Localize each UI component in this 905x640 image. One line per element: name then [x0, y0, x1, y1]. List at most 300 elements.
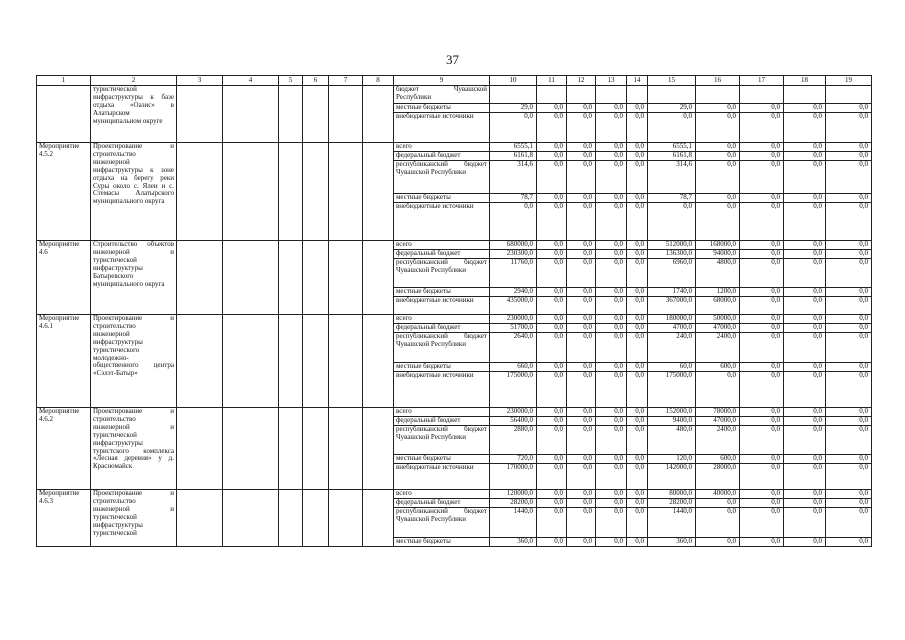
value-cell: 0,0: [784, 288, 826, 297]
value-cell: 0,0: [627, 464, 648, 490]
empty-cell: [223, 408, 279, 490]
column-header-3: 3: [177, 76, 223, 86]
value-cell: 0,0: [596, 538, 627, 547]
value-cell: 0,0: [596, 104, 627, 113]
value-cell: 0,0: [696, 372, 740, 408]
value-cell: 230000,0: [490, 408, 537, 417]
value-cell: 94000,0: [696, 250, 740, 259]
value-cell: 80000,0: [648, 490, 696, 499]
value-cell: 29,0: [648, 104, 696, 113]
value-cell: 0,0: [537, 315, 567, 324]
value-cell: 0,0: [826, 426, 872, 455]
funding-source-cell: местные бюджеты: [394, 104, 490, 113]
value-cell: 9400,0: [648, 417, 696, 426]
value-cell: 2400,0: [696, 333, 740, 363]
value-cell: 0,0: [567, 259, 596, 288]
value-cell: 0,0: [740, 143, 784, 152]
value-cell: [740, 86, 784, 104]
value-cell: 0,0: [537, 203, 567, 241]
value-cell: 6161,8: [490, 152, 537, 161]
measure-description-cell: Проектирование и строительство инженерной инфраструктуры к зоне отдыха на берегу реки Суры около с. Ялеи и с. Стемасы Алатырского муниципального округа: [91, 143, 177, 241]
value-cell: 0,0: [567, 152, 596, 161]
value-cell: 0,0: [740, 297, 784, 315]
value-cell: 28000,0: [696, 464, 740, 490]
value-cell: 480,0: [648, 426, 696, 455]
value-cell: 660,0: [490, 363, 537, 372]
value-cell: 0,0: [696, 152, 740, 161]
column-header-19: 19: [826, 76, 872, 86]
funding-source-cell: республиканский бюджет Чувашской Республики: [394, 259, 490, 288]
value-cell: 0,0: [567, 113, 596, 143]
value-cell: 78000,0: [696, 408, 740, 417]
header-row: [37, 76, 872, 86]
column-header-13: 13: [596, 76, 627, 86]
value-cell: 0,0: [784, 372, 826, 408]
value-cell: 0,0: [567, 288, 596, 297]
value-cell: 28200,0: [648, 499, 696, 508]
empty-cell: [363, 315, 394, 408]
value-cell: 2640,0: [490, 333, 537, 363]
empty-cell: [223, 490, 279, 547]
value-cell: 0,0: [784, 113, 826, 143]
funding-source-cell: федеральный бюджет: [394, 417, 490, 426]
value-cell: 0,0: [740, 490, 784, 499]
column-header-17: 17: [740, 76, 784, 86]
funding-source-cell: внебюджетные источники: [394, 372, 490, 408]
value-cell: 6555,1: [648, 143, 696, 152]
value-cell: 0,0: [784, 324, 826, 333]
value-cell: 0,0: [627, 203, 648, 241]
value-cell: 0,0: [627, 241, 648, 250]
column-header-4: 4: [223, 76, 279, 86]
value-cell: 0,0: [627, 455, 648, 464]
value-cell: 0,0: [826, 241, 872, 250]
value-cell: 0,0: [740, 408, 784, 417]
table-row: [37, 315, 872, 324]
value-cell: 0,0: [826, 203, 872, 241]
column-header-8: 8: [363, 76, 394, 86]
value-cell: 0,0: [596, 490, 627, 499]
value-cell: 512000,0: [648, 241, 696, 250]
empty-cell: [329, 143, 363, 241]
value-cell: 230000,0: [490, 315, 537, 324]
column-header-5: 5: [279, 76, 303, 86]
value-cell: 0,0: [537, 490, 567, 499]
value-cell: 142000,0: [648, 464, 696, 490]
value-cell: [826, 86, 872, 104]
value-cell: 0,0: [740, 538, 784, 547]
value-cell: 0,0: [490, 203, 537, 241]
funding-source-cell: всего: [394, 490, 490, 499]
value-cell: 28200,0: [490, 499, 537, 508]
funding-source-cell: всего: [394, 315, 490, 324]
empty-cell: [329, 490, 363, 547]
value-cell: 0,0: [740, 508, 784, 538]
empty-cell: [303, 408, 329, 490]
value-cell: 0,0: [826, 490, 872, 499]
funding-source-cell: федеральный бюджет: [394, 324, 490, 333]
value-cell: 0,0: [696, 161, 740, 194]
value-cell: 0,0: [567, 538, 596, 547]
empty-cell: [303, 143, 329, 241]
value-cell: 0,0: [537, 113, 567, 143]
value-cell: 0,0: [567, 324, 596, 333]
value-cell: 0,0: [740, 288, 784, 297]
value-cell: 0,0: [740, 426, 784, 455]
value-cell: 0,0: [784, 455, 826, 464]
value-cell: 120000,0: [490, 490, 537, 499]
value-cell: 230300,0: [490, 250, 537, 259]
value-cell: 50000,0: [696, 315, 740, 324]
empty-cell: [177, 143, 223, 241]
empty-cell: [329, 315, 363, 408]
measure-description-cell: Проектирование и строительство инженерной инфраструктуры туристического молодежно-общественного центра «Сэлэт-Батыр»: [91, 315, 177, 408]
value-cell: 0,0: [567, 297, 596, 315]
page-number: 37: [446, 52, 459, 67]
value-cell: 0,0: [740, 372, 784, 408]
value-cell: 0,0: [784, 363, 826, 372]
value-cell: 0,0: [784, 250, 826, 259]
measure-code-cell: [37, 86, 91, 143]
value-cell: 0,0: [567, 426, 596, 455]
value-cell: [537, 86, 567, 104]
value-cell: 0,0: [537, 499, 567, 508]
value-cell: 0,0: [596, 152, 627, 161]
value-cell: 0,0: [567, 250, 596, 259]
table-row: [37, 241, 872, 250]
value-cell: 0,0: [740, 203, 784, 241]
funding-source-cell: республиканский бюджет Чувашской Республики: [394, 161, 490, 194]
value-cell: 0,0: [740, 499, 784, 508]
funding-source-cell: всего: [394, 143, 490, 152]
empty-cell: [363, 241, 394, 315]
value-cell: [627, 86, 648, 104]
value-cell: 0,0: [784, 426, 826, 455]
value-cell: 56400,0: [490, 417, 537, 426]
value-cell: 0,0: [567, 194, 596, 203]
value-cell: 0,0: [627, 417, 648, 426]
value-cell: 47000,0: [696, 324, 740, 333]
value-cell: 0,0: [784, 508, 826, 538]
value-cell: 0,0: [740, 315, 784, 324]
empty-cell: [279, 490, 303, 547]
empty-cell: [363, 490, 394, 547]
value-cell: 0,0: [696, 203, 740, 241]
empty-cell: [177, 86, 223, 143]
value-cell: 0,0: [696, 194, 740, 203]
funding-source-cell: внебюджетные источники: [394, 464, 490, 490]
value-cell: 0,0: [596, 113, 627, 143]
value-cell: 0,0: [826, 315, 872, 324]
value-cell: 0,0: [567, 104, 596, 113]
value-cell: 0,0: [826, 464, 872, 490]
empty-cell: [303, 490, 329, 547]
value-cell: 0,0: [567, 417, 596, 426]
value-cell: 0,0: [537, 417, 567, 426]
column-header-10: 10: [490, 76, 537, 86]
value-cell: 0,0: [567, 499, 596, 508]
funding-source-cell: федеральный бюджет: [394, 250, 490, 259]
value-cell: 0,0: [826, 152, 872, 161]
empty-cell: [303, 315, 329, 408]
value-cell: 0,0: [627, 113, 648, 143]
value-cell: 0,0: [826, 143, 872, 152]
measure-code-cell: Мероприятие 4.6: [37, 241, 91, 315]
value-cell: 0,0: [826, 324, 872, 333]
value-cell: 0,0: [784, 161, 826, 194]
value-cell: 0,0: [537, 250, 567, 259]
column-header-6: 6: [303, 76, 329, 86]
value-cell: 0,0: [537, 104, 567, 113]
value-cell: 0,0: [826, 372, 872, 408]
value-cell: 0,0: [826, 417, 872, 426]
funding-source-cell: федеральный бюджет: [394, 499, 490, 508]
value-cell: 0,0: [537, 288, 567, 297]
value-cell: 136300,0: [648, 250, 696, 259]
value-cell: 0,0: [740, 152, 784, 161]
value-cell: 0,0: [567, 455, 596, 464]
value-cell: 0,0: [627, 143, 648, 152]
value-cell: 0,0: [627, 288, 648, 297]
value-cell: 0,0: [537, 455, 567, 464]
value-cell: 0,0: [826, 363, 872, 372]
value-cell: 0,0: [696, 113, 740, 143]
value-cell: [490, 86, 537, 104]
empty-cell: [177, 408, 223, 490]
measure-code-cell: Мероприятие 4.6.2: [37, 408, 91, 490]
value-cell: 0,0: [596, 250, 627, 259]
value-cell: 1200,0: [696, 288, 740, 297]
measure-description-cell: Проектирование и строительство инженерной и туристической инфраструктуры туристической: [91, 490, 177, 547]
value-cell: 0,0: [826, 297, 872, 315]
value-cell: 0,0: [627, 363, 648, 372]
measure-description-cell: Проектирование и строительство инженерной и туристической инфраструктуры туристского комплекса «Лесная деревня» у д. Красномайск: [91, 408, 177, 490]
funding-source-cell: местные бюджеты: [394, 455, 490, 464]
empty-cell: [329, 408, 363, 490]
value-cell: 0,0: [567, 408, 596, 417]
value-cell: 0,0: [826, 161, 872, 194]
value-cell: 0,0: [740, 324, 784, 333]
value-cell: 0,0: [596, 508, 627, 538]
value-cell: 720,0: [490, 455, 537, 464]
funding-source-cell: местные бюджеты: [394, 288, 490, 297]
value-cell: 0,0: [537, 372, 567, 408]
value-cell: 0,0: [784, 315, 826, 324]
value-cell: 0,0: [696, 508, 740, 538]
funding-source-cell: бюджет Чувашской Республики: [394, 86, 490, 104]
value-cell: 0,0: [537, 333, 567, 363]
value-cell: 0,0: [784, 143, 826, 152]
value-cell: 0,0: [740, 250, 784, 259]
value-cell: 0,0: [596, 372, 627, 408]
value-cell: 170000,0: [490, 464, 537, 490]
column-header-2: 2: [91, 76, 177, 86]
empty-cell: [223, 86, 279, 143]
value-cell: 0,0: [537, 363, 567, 372]
value-cell: 6960,0: [648, 259, 696, 288]
value-cell: 0,0: [826, 333, 872, 363]
value-cell: 0,0: [784, 333, 826, 363]
column-header-15: 15: [648, 76, 696, 86]
value-cell: 0,0: [627, 161, 648, 194]
value-cell: 0,0: [784, 464, 826, 490]
value-cell: 1440,0: [490, 508, 537, 538]
value-cell: 0,0: [596, 143, 627, 152]
value-cell: 0,0: [740, 417, 784, 426]
value-cell: 0,0: [567, 333, 596, 363]
value-cell: 0,0: [740, 455, 784, 464]
value-cell: 0,0: [784, 259, 826, 288]
value-cell: 0,0: [596, 161, 627, 194]
value-cell: 0,0: [596, 426, 627, 455]
value-cell: 120,0: [648, 455, 696, 464]
value-cell: 0,0: [567, 464, 596, 490]
funding-source-cell: внебюджетные источники: [394, 297, 490, 315]
value-cell: 0,0: [596, 408, 627, 417]
value-cell: 0,0: [567, 241, 596, 250]
value-cell: 175000,0: [490, 372, 537, 408]
value-cell: 0,0: [596, 203, 627, 241]
funding-source-cell: республиканский бюджет Чувашской Республики: [394, 508, 490, 538]
value-cell: 0,0: [696, 143, 740, 152]
empty-cell: [223, 241, 279, 315]
value-cell: 0,0: [567, 363, 596, 372]
table-body: [37, 86, 872, 547]
value-cell: 2880,0: [490, 426, 537, 455]
funding-source-cell: республиканский бюджет Чувашской Республики: [394, 333, 490, 363]
value-cell: 0,0: [627, 324, 648, 333]
measure-description-cell: Строительство объектов инженерной и туристической инфраструктуры Батыревского муниципального округа: [91, 241, 177, 315]
value-cell: 0,0: [567, 203, 596, 241]
value-cell: 0,0: [596, 417, 627, 426]
value-cell: 0,0: [696, 538, 740, 547]
value-cell: 152000,0: [648, 408, 696, 417]
value-cell: 0,0: [627, 538, 648, 547]
funding-source-cell: республиканский бюджет Чувашской Республики: [394, 426, 490, 455]
value-cell: 0,0: [784, 538, 826, 547]
value-cell: [596, 86, 627, 104]
value-cell: 0,0: [826, 104, 872, 113]
value-cell: 40000,0: [696, 490, 740, 499]
value-cell: 0,0: [537, 426, 567, 455]
value-cell: 0,0: [596, 333, 627, 363]
value-cell: 78,7: [648, 194, 696, 203]
value-cell: 51700,0: [490, 324, 537, 333]
empty-cell: [303, 241, 329, 315]
value-cell: 0,0: [784, 203, 826, 241]
empty-cell: [329, 86, 363, 143]
value-cell: 175000,0: [648, 372, 696, 408]
empty-cell: [363, 86, 394, 143]
budget-table: [36, 75, 872, 547]
value-cell: 1440,0: [648, 508, 696, 538]
value-cell: 0,0: [627, 499, 648, 508]
empty-cell: [279, 408, 303, 490]
value-cell: 0,0: [826, 499, 872, 508]
value-cell: 0,0: [596, 315, 627, 324]
column-header-14: 14: [627, 76, 648, 86]
value-cell: 0,0: [784, 297, 826, 315]
value-cell: 0,0: [567, 315, 596, 324]
value-cell: 314,6: [490, 161, 537, 194]
value-cell: 2400,0: [696, 426, 740, 455]
value-cell: [648, 86, 696, 104]
value-cell: 0,0: [826, 250, 872, 259]
value-cell: 0,0: [596, 194, 627, 203]
funding-source-cell: внебюджетные источники: [394, 203, 490, 241]
value-cell: 0,0: [537, 538, 567, 547]
value-cell: 0,0: [596, 297, 627, 315]
value-cell: 0,0: [627, 508, 648, 538]
measure-code-cell: Мероприятие 4.5.2: [37, 143, 91, 241]
value-cell: 0,0: [596, 241, 627, 250]
value-cell: 168000,0: [696, 241, 740, 250]
value-cell: 435000,0: [490, 297, 537, 315]
value-cell: 0,0: [740, 113, 784, 143]
empty-cell: [363, 143, 394, 241]
value-cell: 0,0: [740, 333, 784, 363]
measure-description-cell: туристической инфраструктуры к базе отдыха «Оазис» в Алатырском муниципальном округе: [91, 86, 177, 143]
value-cell: 0,0: [696, 499, 740, 508]
value-cell: 60,0: [648, 363, 696, 372]
value-cell: 0,0: [537, 297, 567, 315]
value-cell: 360,0: [648, 538, 696, 547]
value-cell: 0,0: [784, 408, 826, 417]
value-cell: 0,0: [826, 408, 872, 417]
value-cell: 11760,0: [490, 259, 537, 288]
value-cell: 0,0: [596, 499, 627, 508]
value-cell: 0,0: [537, 194, 567, 203]
value-cell: 0,0: [627, 152, 648, 161]
empty-cell: [279, 241, 303, 315]
funding-source-cell: внебюджетные источники: [394, 113, 490, 143]
value-cell: 0,0: [627, 408, 648, 417]
value-cell: 0,0: [784, 241, 826, 250]
value-cell: 0,0: [537, 161, 567, 194]
value-cell: 0,0: [740, 194, 784, 203]
empty-cell: [303, 86, 329, 143]
value-cell: 0,0: [627, 104, 648, 113]
column-header-11: 11: [537, 76, 567, 86]
table-row: [37, 86, 872, 104]
value-cell: 47000,0: [696, 417, 740, 426]
value-cell: 6555,1: [490, 143, 537, 152]
value-cell: 0,0: [627, 250, 648, 259]
value-cell: 0,0: [648, 203, 696, 241]
funding-source-cell: всего: [394, 241, 490, 250]
value-cell: 0,0: [537, 464, 567, 490]
value-cell: 0,0: [596, 324, 627, 333]
value-cell: 0,0: [537, 408, 567, 417]
value-cell: 0,0: [627, 490, 648, 499]
value-cell: 1740,0: [648, 288, 696, 297]
value-cell: 0,0: [740, 259, 784, 288]
value-cell: 0,0: [784, 499, 826, 508]
value-cell: 0,0: [537, 143, 567, 152]
value-cell: 0,0: [627, 426, 648, 455]
value-cell: 2940,0: [490, 288, 537, 297]
value-cell: 360,0: [490, 538, 537, 547]
value-cell: 0,0: [596, 455, 627, 464]
value-cell: [784, 86, 826, 104]
value-cell: 0,0: [627, 297, 648, 315]
funding-source-cell: местные бюджеты: [394, 363, 490, 372]
table-row: [37, 490, 872, 499]
table-row: [37, 143, 872, 152]
column-header-9: 9: [394, 76, 490, 86]
funding-source-cell: местные бюджеты: [394, 538, 490, 547]
empty-cell: [177, 241, 223, 315]
